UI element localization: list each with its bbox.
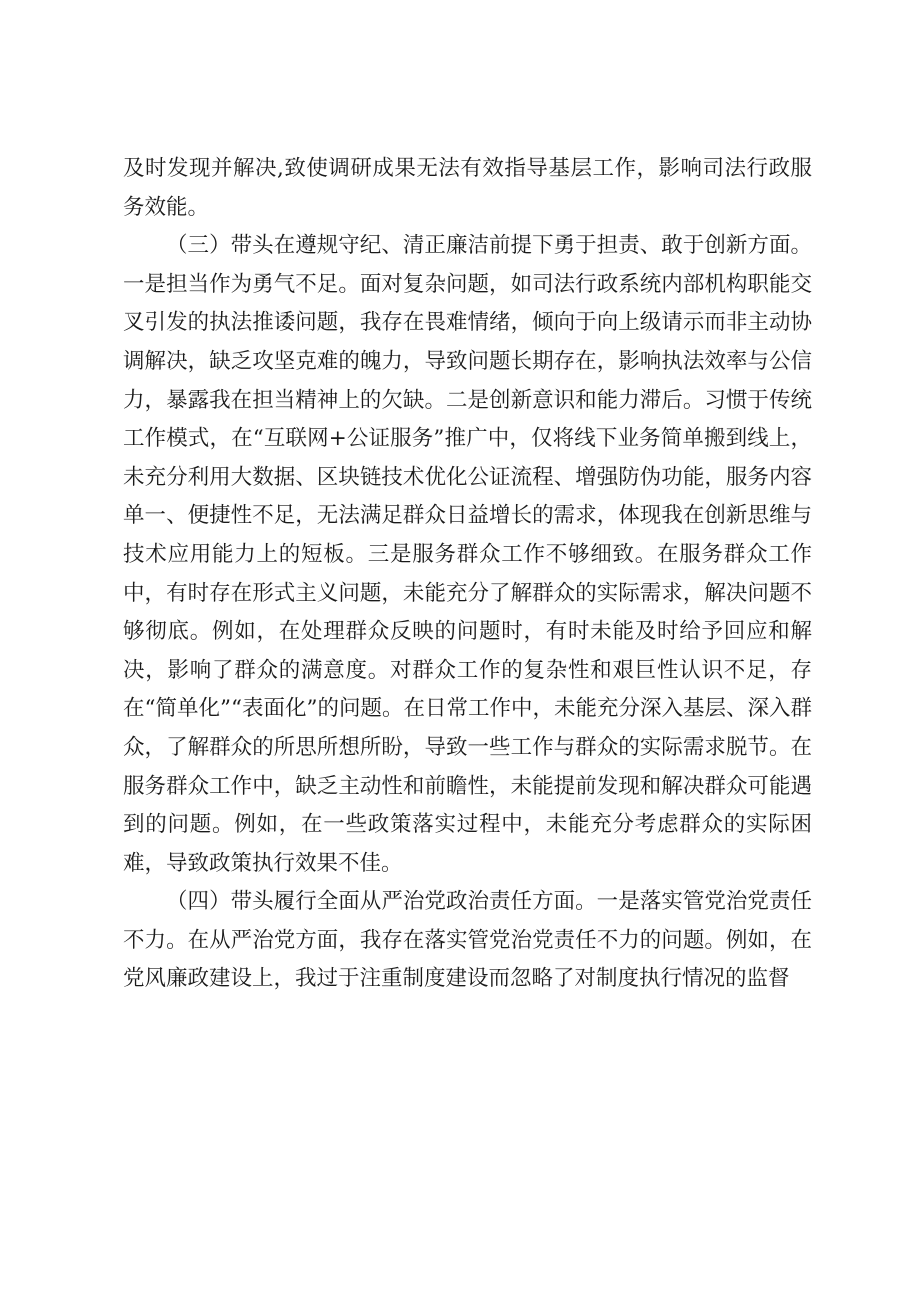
paragraph-section-four: （四）带头履行全面从严治党政治责任方面。一是落实管党治党责任不力。在从严治党方面，我存在落实管党治党责任不力的问题。例如，在党风廉政建设上，我过于注重制度建设而忽略了对制度执行情况的监督	[123, 889, 812, 992]
document-body	[123, 150, 812, 999]
paragraph-continuation: 及时发现并解决,致使调研成果无法有效指导基层工作，影响司法行政服务效能。	[123, 156, 812, 220]
paragraph-section-three: （三）带头在遵规守纪、清正廉洁前提下勇于担责、敢于创新方面。一是担当作为勇气不足。面对复杂问题，如司法行政系统内部机构职能交叉引发的执法推诿问题，我存在畏难情绪，倾向于向上级请示而非主动协调解决，缺乏攻坚克难的魄力，导致问题长期存在，影响执法效率与公信力，暴露我在担当精神上的欠缺。二是创新意识和能力滞后。习惯于传统工作模式，在“互联网+公证服务”推广中，仅将线下业务简单搬到线上，未充分利用大数据、区块链技术优化公证流程、增强防伪功能，服务内容单一、便捷性不足，无法满足群众日益增长的需求，体现我在创新思维与技术应用能力上的短板。三是服务群众工作不够细致。在服务群众工作中，有时存在形式主义问题，未能充分了解群众的实际需求，解决问题不够彻底。例如，在处理群众反映的问题时，有时未能及时给予回应和解决，影响了群众的满意度。对群众工作的复杂性和艰巨性认识不足，存在“简单化”“表面化”的问题。在日常工作中，未能充分深入基层、深入群众，了解群众的所思所想所盼，导致一些工作与群众的实际需求脱节。在服务群众工作中，缺乏主动性和前瞻性，未能提前发现和解决群众可能遇到的问题。例如，在一些政策落实过程中，未能充分考虑群众的实际困难，导致政策执行效果不佳。	[123, 233, 812, 876]
